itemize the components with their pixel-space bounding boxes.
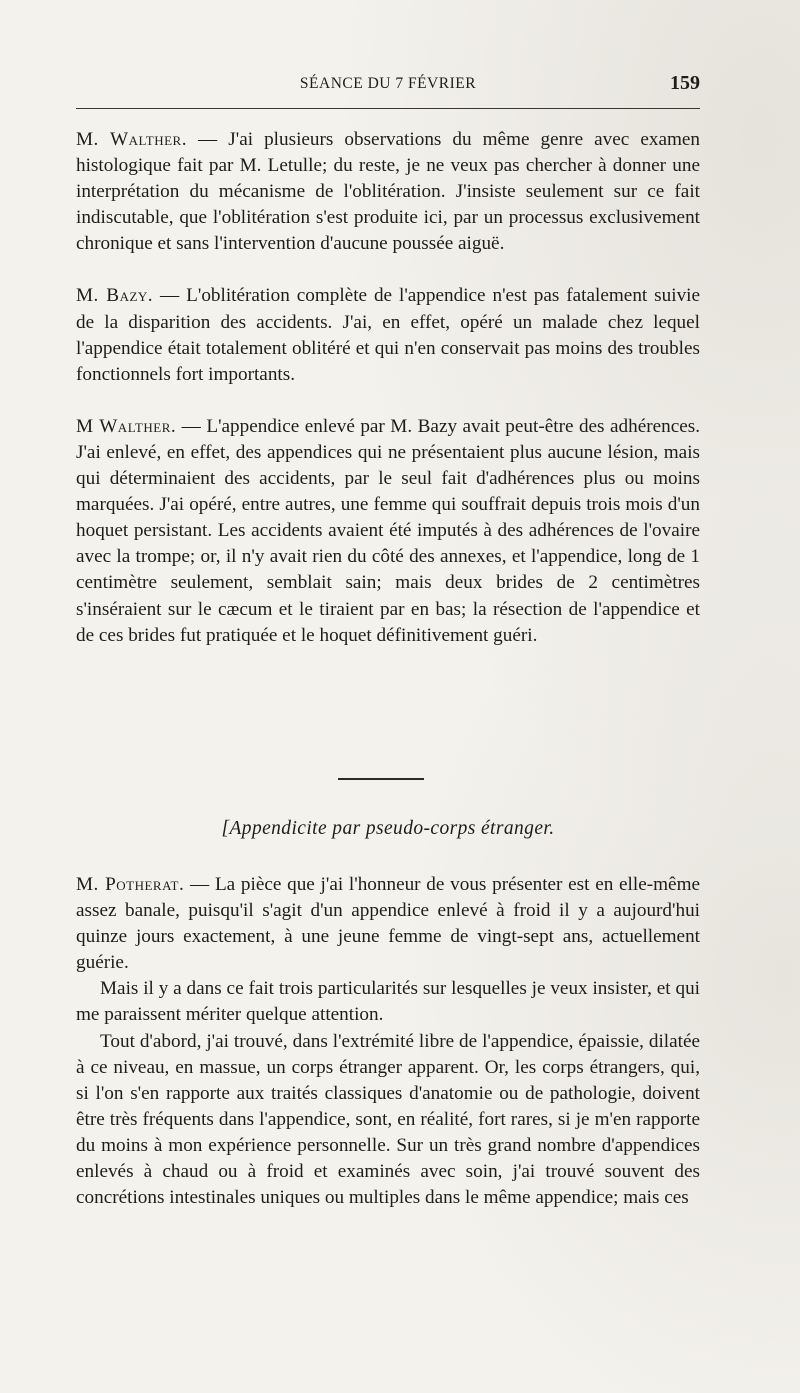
paragraph-particularities: Mais il y a dans ce fait trois particularités sur lesquelles je veux insister, et qui me paraissent mériter quelque attention. bbox=[76, 978, 700, 1026]
speaker-name: M. Bazy. bbox=[76, 285, 154, 307]
em-dash: — bbox=[187, 129, 229, 150]
running-title: SÉANCE DU 7 FÉVRIER bbox=[299, 75, 477, 92]
em-dash: — bbox=[176, 415, 207, 437]
paragraph-bazy bbox=[76, 283, 700, 387]
header-rule bbox=[76, 108, 700, 109]
speaker-name: M Walther. bbox=[76, 415, 177, 437]
paragraph-text: L'appendice enlevé par M. Bazy avait peut-être des adhérences. J'ai enlevé, en effet, des appendices qui ne présentaient plus aucune lésion, mais qui déterminaient des accidents, par le seul fait d'adhérences plus ou moins marquées. J'ai opéré, entre autres, une femme qui souffrait depuis trois mois d'un hoquet persistant. Les accidents avaient été imputés à des adhérences de l'ovaire avec la trompe; or, il n'y avait rien du côté des annexes, et l'appendice, long de 1 centimètre seulement, semblait sain; mais deux brides de 2 centimètres s'inséraient sur le cæcum et le tiraient par en bas; la résection de l'appendice et de ces brides fut pratiquée et le hoquet définitivement guéri. bbox=[76, 415, 701, 646]
paragraph-text: J'ai plusieurs observations du même genre avec examen histologique fait par M. Letulle; du reste, je ne veux pas chercher à donner une interprétation du mécanisme de l'oblitération. J'insiste seulement sur ce fait indiscutable, que l'oblitération s'est produite ici, par un processus exclusivement chronique et sans l'intervention d'aucune poussée aiguë. bbox=[76, 129, 701, 255]
speaker-name: M. Walther. bbox=[76, 129, 188, 150]
running-head bbox=[76, 72, 700, 96]
em-dash: — bbox=[153, 285, 187, 307]
section-title: [Appendicite par pseudo-corps étranger. bbox=[221, 818, 555, 839]
page-number: 159 bbox=[670, 72, 700, 94]
paragraph-text: La pièce que j'ai l'honneur de vous présenter est en elle-même assez banale, puisqu'il s'agit d'un appendice enlevé à froid il y a aujourd'hui quinze jours exactement, à une jeune femme de vingt-sept ans, actuellement guérie. bbox=[76, 874, 701, 974]
discussion-block bbox=[76, 127, 700, 649]
paragraph-walther-1 bbox=[76, 127, 700, 257]
presentation-block bbox=[76, 872, 700, 1211]
paragraph-foreign-body: Tout d'abord, j'ai trouvé, dans l'extrémité libre de l'appendice, épaissie, dilatée à ce niveau, en massue, un corps étranger apparent. Or, les corps étrangers, qui, si l'on s'en rapporte aux traités classiques d'anatomie ou de pathologie, doivent être très fréquents dans l'appendice, sont, en réalité, fort rares, si je m'en rapporte du moins à mon expérience personnelle. Sur un très grand nombre d'appendices enlevés à chaud ou à froid et examinés avec soin, j'ai trouvé souvent des concrétions intestinales uniques ou multiples dans le même appendice; mais ces bbox=[76, 1030, 700, 1209]
speaker-name: M. Potherat. bbox=[76, 874, 185, 895]
em-dash: — bbox=[184, 874, 215, 895]
paragraph-text: L'oblitération complète de l'appendice n'est pas fatalement suivie de la disparition des accidents. J'ai, en effet, opéré un malade chez lequel l'appendice était totalement oblitéré et qui n'en conservait pas moins des troubles fonctionnels fort importants. bbox=[76, 285, 701, 385]
section-separator bbox=[338, 778, 424, 780]
paragraph-walther-2 bbox=[76, 414, 700, 649]
paragraph-potherat bbox=[76, 872, 700, 976]
